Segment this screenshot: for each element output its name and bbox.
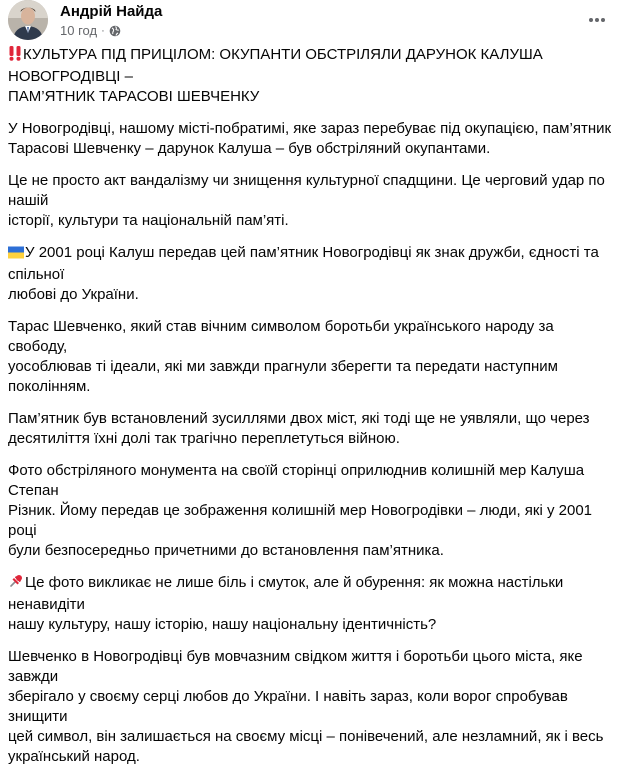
headline-text: КУЛЬТУРА ПІД ПРИЦІЛОМ: ОКУПАНТИ ОБСТРІЛЯЛИ ДАРУНОК КАЛУША НОВОГРОДІВЦІ – ПАМ’ЯТНИК ТАРАСОВІ ШЕВЧЕНКУ [8, 46, 543, 105]
post-timestamp[interactable]: 10 год [60, 23, 98, 38]
globe-icon[interactable] [109, 25, 121, 37]
ellipsis-icon [588, 17, 606, 23]
avatar-photo [8, 0, 48, 40]
double-exclamation-icon [8, 45, 22, 67]
pushpin-icon [8, 573, 24, 595]
paragraph-text: У 2001 році Калуш передав цей пам’ятник Новогродівці як знак дружби, єдності та спільної любові до України. [8, 244, 599, 303]
post-body [8, 45, 614, 779]
more-options-button[interactable] [583, 8, 611, 32]
post-headline [8, 45, 614, 107]
post-paragraph: Пам’ятник був встановлений зусиллями двох міст, які тоді ще не уявляли, що через десятиліття їхні долі так трагічно переплетуться війною. [8, 410, 590, 447]
meta-separator: · [101, 24, 105, 37]
post-paragraph: У Новогродівці, нашому місті-побратимі, яке зараз перебуває під окупацією, пам’ятник Тарасові Шевченку – дарунок Калуша – був обстріляний окупантами. [8, 120, 612, 157]
paragraph-text: Це фото викликає не лише біль і смуток, але й обурення: як можна настільки ненавидіти нашу культуру, нашу історію, нашу національну ідентичність? [8, 574, 564, 633]
post-paragraph: Фото обстріляного монумента на своїй сторінці оприлюднив колишній мер Калуша Степан Різник. Йому передав це зображення колишній мер Новогродівки – люди, які у 2001 році були безпосередньо причетними до встановлення пам’ятника. [8, 462, 593, 559]
post-meta [60, 23, 121, 38]
post-paragraph: Це не просто акт вандалізму чи знищення культурної спадщини. Це черговий удар по нашій історії, культури та національній пам’яті. [8, 172, 605, 229]
post-paragraph: Шевченко в Новогродівці був мовчазним свідком життя і боротьби цього міста, яке завжди зберігало у своєму серці любов до України. І навіть зараз, коли ворог спробував знищити цей символ, він залишається на своєму місці – понівечений, але незламний, як і весь український народ. [8, 648, 604, 765]
ukraine-flag-icon [8, 245, 24, 265]
author-name[interactable]: Андрій Найда [60, 3, 163, 20]
post-header [8, 0, 613, 44]
post-paragraph [8, 573, 614, 635]
post-paragraph: Тарас Шевченко, який став вічним символом боротьби українського народу за свободу, уособлював ті ідеали, які ми завжди прагнули зберегти та передати наступним поколінням. [8, 318, 558, 395]
post-paragraph [8, 243, 614, 305]
avatar[interactable] [8, 0, 48, 40]
